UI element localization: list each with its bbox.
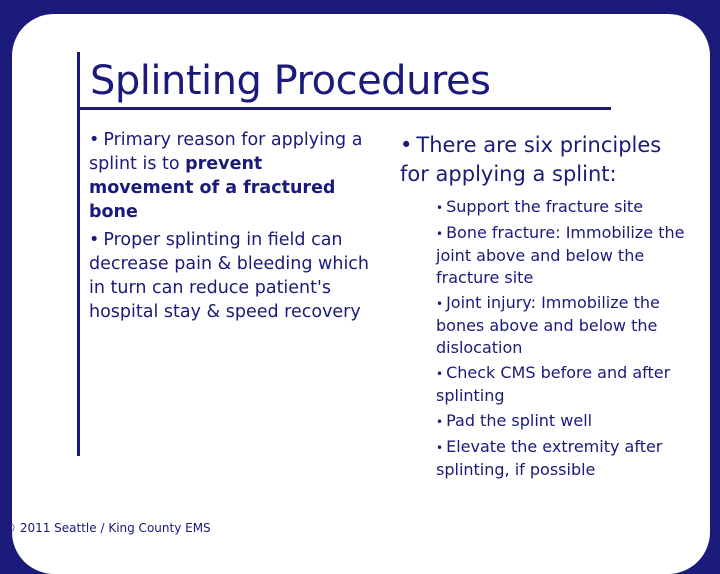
bullet-glyph: •	[436, 367, 444, 381]
left-bullet-2	[89, 228, 371, 324]
bullet-glyph: •	[436, 415, 444, 429]
bullet-glyph: •	[89, 130, 100, 150]
list-item	[436, 362, 690, 407]
list-item	[436, 196, 690, 219]
right-intro-text: There are six principles for applying a splint:	[400, 133, 662, 186]
principles-list	[436, 196, 690, 481]
principle-text: Pad the splint well	[446, 411, 593, 430]
star-of-life-logo-icon	[672, 500, 716, 540]
bullet-glyph: •	[89, 230, 100, 250]
bullet-glyph: •	[436, 297, 444, 311]
principle-text: Support the fracture site	[446, 197, 644, 216]
slide-title: Splinting Procedures	[90, 58, 491, 104]
principle-text: Bone fracture: Immobilize the joint above and below the fracture site	[436, 223, 685, 287]
list-item	[436, 410, 690, 433]
list-item	[436, 222, 690, 289]
left-column	[89, 128, 371, 324]
copyright-footer: © 2011 Seattle / King County EMS	[4, 521, 211, 535]
list-item	[436, 436, 690, 481]
bullet-glyph: •	[400, 133, 413, 157]
left-bullet-1-text: Primary reason for applying a splint is to	[89, 130, 363, 174]
list-item	[436, 292, 690, 359]
right-column	[400, 131, 690, 484]
bullet-glyph: •	[436, 227, 444, 241]
principle-text: Elevate the extremity after splinting, if possible	[436, 437, 663, 479]
vertical-rule	[77, 52, 80, 456]
left-bullet-1	[89, 128, 371, 224]
left-bullet-2-text: Proper splinting in field can decrease pain & bleeding which in turn can reduce patient's hospital stay & speed recovery	[89, 230, 370, 322]
title-underline	[77, 107, 611, 110]
principle-text: Check CMS before and after splinting	[436, 363, 671, 405]
right-intro	[400, 131, 690, 189]
bullet-glyph: •	[436, 201, 444, 215]
left-bullet-1-emphasis: prevent movement of a fractured bone	[89, 154, 336, 222]
principle-text: Joint injury: Immobilize the bones above and below the dislocation	[436, 293, 660, 357]
bullet-glyph: •	[436, 441, 444, 455]
